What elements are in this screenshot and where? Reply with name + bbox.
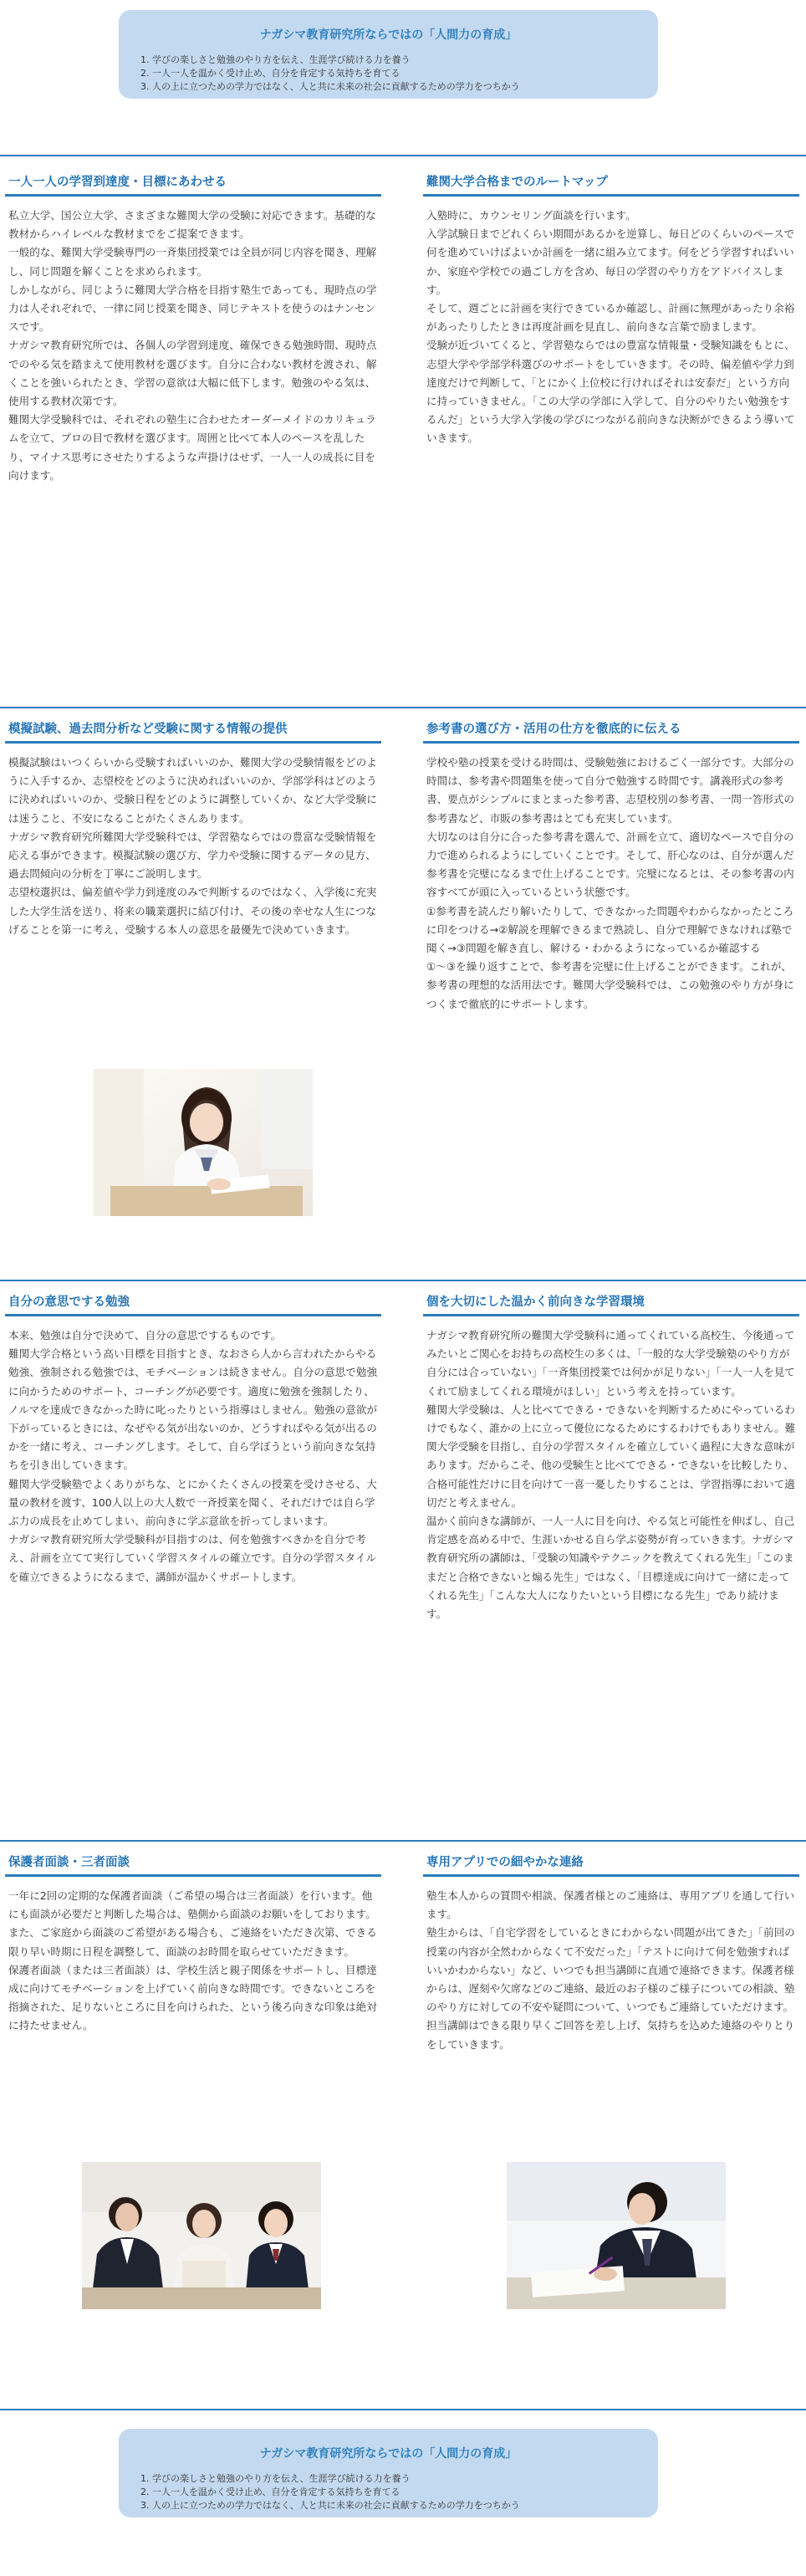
- paragraph: 本来、勉強は自分で決めて、自分の意思でするものです。: [8, 1329, 282, 1342]
- paragraph: 入学試験日までどれくらい期間があるかを逆算し、毎日どのくらいのペースで何を進めていけばよいか計画を一緒に組み立てます。何をどう学習すればいいか、家庭や学校での過ごし方を含め、毎日の学習のやり方をアドバイスします。: [426, 227, 795, 296]
- paragraph: 一年に2回の定期的な保護者面談（ご希望の場合は三者面談）を行います。他にも面談が必要だと判断した場合は、塾側から面談のお願いをしております。また、ご家庭から面談のご希望がある場合も、ご連絡をいただき次第、できる限り早い時期に日程を調整して、面談のお時間を取らせていただきます。: [8, 1889, 377, 1958]
- section-body: [5, 1887, 381, 2036]
- banner-list: [140, 54, 648, 94]
- section-route-map: [423, 174, 799, 448]
- section-title: 専用アプリでの細やかな連絡: [423, 1854, 799, 1877]
- paragraph: ナガシマ教育研究所では、各個人の学習到達度、確保できる勉強時間、現時点でのやる気を踏まえて使用教材を選びます。自分に合わない教材を渡され、解くことを強いられたとき、学習の意欲は大幅に低下します。勉強のやる気は、使用する教材次第です。: [8, 339, 377, 408]
- paragraph: 学校や塾の授業を受ける時間は、受験勉強におけるごく一部分です。大部分の時間は、参考書や問題集を使って自分で勉強する時間です。講義形式の参考書、要点がシンプルにまとまった参考書、志望校別の参考書、一問一答形式の参考書など、市販の参考書はとても充実しています。: [426, 756, 794, 825]
- section-title: 自分の意思でする勉強: [5, 1294, 381, 1316]
- section-body: [423, 207, 799, 448]
- banner-title: ナガシマ教育研究所ならではの「人間力の育成」: [259, 28, 518, 42]
- section-body: [423, 1326, 799, 1623]
- paragraph: 難関大学受験塾でよくありがちな、とにかくたくさんの授業を受けさせる、大量の教材を渡す、100人以上の大人数で一斉授業を聞く、それだけでは自ら学ぶ力の成長を止めてしまい、前向きに学ぶ意欲を折ってしまいます。: [8, 1477, 377, 1528]
- banner-item: 2. 一人一人を温かく受け止め、自分を肯定する気持ちを育てる: [140, 68, 400, 79]
- paragraph: 難関大学受験科では、それぞれの塾生に合わせたオーダーメイドのカリキュラムを立て、プロの目で教材を選びます。周囲と比べて本人のペースを乱したり、マイナス思考にさせたりするような声掛けはせず、一人一人の成長に目を向けます。: [8, 413, 376, 482]
- section-app-contact: [423, 1854, 799, 2054]
- section-divider: [0, 707, 806, 708]
- banner-item: 2. 一人一人を温かく受け止め、自分を肯定する気持ちを育てる: [140, 2487, 400, 2497]
- section-title: 個を大切にした温かく前向きな学習環境: [423, 1294, 799, 1316]
- banner-item: 1. 学びの楽しさと勉強のやり方を伝え、生涯学び続ける力を養う: [140, 2473, 411, 2484]
- student-studying-photo: [94, 1069, 313, 1216]
- banner-item: 3. 人の上に立つための学力ではなく、人と共に未来の社会に貢献するための学力をつちかう: [140, 2500, 520, 2511]
- philosophy-banner-bottom: [119, 2429, 658, 2517]
- section-reference-books: [423, 721, 799, 1014]
- parent-teacher-meeting-photo: [82, 2162, 321, 2309]
- paragraph: 難関大学合格という高い目標を目指すとき、なおさら人から言われたからやる勉強、強制される勉強では、モチベーションは続きません。自分の意思で勉強に向かうためのサポート、コーチングが必要です。適度に勉強を強制したり、ノルマを達成できなかった時に叱ったりという指導はしません。勉強の意欲が下がっているときには、なぜやる気が出ないのか、どうすればやる気が出るのかを一緒に考え、コーチングします。そして、自ら学ぼうという前向きな気持ちを引き出していきます。: [8, 1347, 378, 1472]
- paragraph: ①参考書を読んだり解いたりして、できなかった問題やわからなかったところに印をつける→②解説を理解できるまで熟読し、自分で理解できなければ塾で聞く→③問題を解き直し、解ける・わかるようになっているか確認する: [426, 904, 794, 955]
- student-writing-photo: [507, 2162, 726, 2309]
- paragraph: ナガシマ教育研究所の難関大学受験科に通ってくれている高校生、今後通ってみたいとご関心をお持ちの高校生の多くは、「一般的な大学受験塾のやり方が自分には合っていない」「一斉集団授業では何かが足りない」「一人一人を見てくれて励ましてくれる環境がほしい」という考えを持っています。: [426, 1329, 795, 1398]
- section-title: 一人一人の学習到達度・目標にあわせる: [5, 174, 381, 197]
- banner-item: 3. 人の上に立つための学力ではなく、人と共に未来の社会に貢献するための学力をつちかう: [140, 81, 520, 92]
- paragraph: 難関大学受験は、人と比べてできる・できないを判断するためにやっているわけでもなく、誰かの上に立って優位になるためにするわけでもありません。難関大学受験を目指し、自分の学習スタイルを確立していく過程に大きな意味があります。だからこそ、他の受験生と比べてできる・できないを比較したり、合格可能性だけに目を向けて一喜一憂したりすることは、学習指導において適切だと考えません。: [426, 1403, 796, 1509]
- paragraph: 志望校選択は、偏差値や学力到達度のみで判断するのではなく、入学後に充実した大学生活を送り、将来の職業選択に結び付け、その後の幸せな人生につなげることを第一に考え、受験する本人の意思を最優先で決めていきます。: [8, 886, 377, 936]
- section-divider: [0, 155, 806, 156]
- section-divider: [0, 1280, 806, 1281]
- paragraph: 模擬試験はいつくらいから受験すればいいのか、難関大学の受験情報をどのように入手するか、志望校をどのように決めればいいのか、学部学科はどのように決めればいいのか、受験日程をどのように調整していくか、など大学受験には迷うこと、不安になることがたくさんあります。: [8, 756, 377, 825]
- banner-title: ナガシマ教育研究所ならではの「人間力の育成」: [259, 2447, 518, 2461]
- section-learning-environment: [423, 1294, 799, 1623]
- section-body: [5, 1326, 381, 1587]
- section-body: [423, 754, 799, 1014]
- section-title: 難関大学合格までのルートマップ: [423, 174, 799, 197]
- banner-item: 1. 学びの楽しさと勉強のやり方を伝え、生涯学び続ける力を養う: [140, 54, 411, 65]
- section-divider: [0, 1840, 806, 1842]
- philosophy-banner-top: [119, 10, 658, 99]
- paragraph: 塾生本人からの質問や相談、保護者様とのご連絡は、専用アプリを通して行います。: [426, 1889, 795, 1921]
- section-title: 模擬試験、過去問分析など受験に関する情報の提供: [5, 721, 381, 744]
- paragraph: 受験が近づいてくると、学習塾ならではの豊富な情報量・受験知識をもとに、志望大学や学部学科選びのサポートをしていきます。その時、偏差値や学力到達度だけで判断して、「とにかく上位校に行ければそれは安泰だ」という方向に持っていきません。「この大学の学部に入学して、自分のやりたい勉強をするんだ」という大学入学後の学びにつながる前向きな決断ができるよう導いていきます。: [426, 339, 795, 445]
- section-divider: [0, 2409, 806, 2410]
- paragraph: 入塾時に、カウンセリング面談を行います。: [426, 209, 636, 222]
- section-exam-info: [5, 721, 381, 939]
- section-body: [5, 207, 381, 485]
- paragraph: そして、週ごとに計画を実行できているか確認し、計画に無理があったり余裕があったりしたときは再度計画を見直し、前向きな言葉で励まします。: [426, 302, 795, 334]
- section-title: 参考書の選び方・活用の仕方を徹底的に伝える: [423, 721, 799, 744]
- section-parent-meeting: [5, 1854, 381, 2036]
- paragraph: しかしながら、同じように難関大学合格を目指す塾生であっても、現時点の学力は人それぞれで、一律に同じ授業を聞き、同じテキストを使うのはナンセンスです。: [8, 283, 377, 334]
- paragraph: 保護者面談（または三者面談）は、学校生活と親子関係をサポートし、目標達成に向けてモチベーションを上げていく前向きな時間です。できないところを指摘された、足りないところに目を向けられた、という後ろ向きな印象は絶対に持たせません。: [8, 1963, 377, 2032]
- paragraph: 一般的な、難関大学受験専門の一斉集団授業では全員が同じ内容を聞き、理解し、同じ問題を解くことを求められます。: [8, 246, 377, 278]
- banner-list: [140, 2472, 648, 2512]
- section-body: [423, 1887, 799, 2054]
- paragraph: ナガシマ教育研究所難関大学受験科では、学習塾ならではの豊富な受験情報を応える事ができます。模擬試験の選び方、学力や受験に関するデータの見方、過去問傾向の分析を丁寧にご説明します。: [8, 830, 377, 881]
- paragraph: 温かく前向きな講師が、一人一人に目を向け、やる気と可能性を伸ばし、自己肯定感を高める中で、生涯いかせる自ら学ぶ姿勢が育っていきます。ナガシマ教育研究所の講師は、「受験の知識やテクニックを教えてくれる先生」「このままだと合格できないと煽る先生」ではなく、「目標達成に向けて一緒に走ってくれる先生」「こんな大人になりたいという目標になる先生」であり続けます。: [426, 1515, 795, 1621]
- section-body: [5, 754, 381, 939]
- paragraph: 塾生からは、「自宅学習をしているときにわからない問題が出てきた」「前回の授業の内容が全然わからなくて不安だった」「テストに向けて何を勉強すればいいかわからない」など、いつでも担当講師に直通で連絡できます。保護者様からは、遅刻や欠席などのご連絡、最近のお子様のご様子についての相談、塾のやり方に対しての不安や疑問について、いつでもご連絡していただけます。担当講師はできる限り早くご回答を差し上げ、気持ちを込めた連絡のやりとりをしていきます。: [426, 1926, 795, 2051]
- paragraph: 大切なのは自分に合った参考書を選んで、計画を立て、適切なペースで自分の力で進められるようにしていくことです。そして、肝心なのは、自分が選んだ参考書を完璧になるまで仕上げることです。完璧になるとは、その参考書の内容すべてが頭に入っているという状態です。: [426, 830, 794, 899]
- paragraph: ナガシマ教育研究所大学受験科が目指すのは、何を勉強すべきかを自分で考え、計画を立てて実行していく学習スタイルの確立です。自分の学習スタイルを確立できるようになるまで、講師が温かくサポートします。: [8, 1533, 377, 1583]
- paragraph: ①～③を繰り返すことで、参考書を完璧に仕上げることができます。これが、参考書の理想的な活用法です。難関大学受験科では、この勉強のやり方が身につくまで徹底的にサポートします。: [426, 960, 794, 1010]
- section-individual-goals: [5, 174, 381, 485]
- paragraph: 私立大学、国公立大学、さまざまな難関大学の受験に対応できます。基礎的な教材からハイレベルな教材までをご提案できます。: [8, 209, 376, 241]
- section-title: 保護者面談・三者面談: [5, 1854, 381, 1877]
- section-self-motivated-study: [5, 1294, 381, 1587]
